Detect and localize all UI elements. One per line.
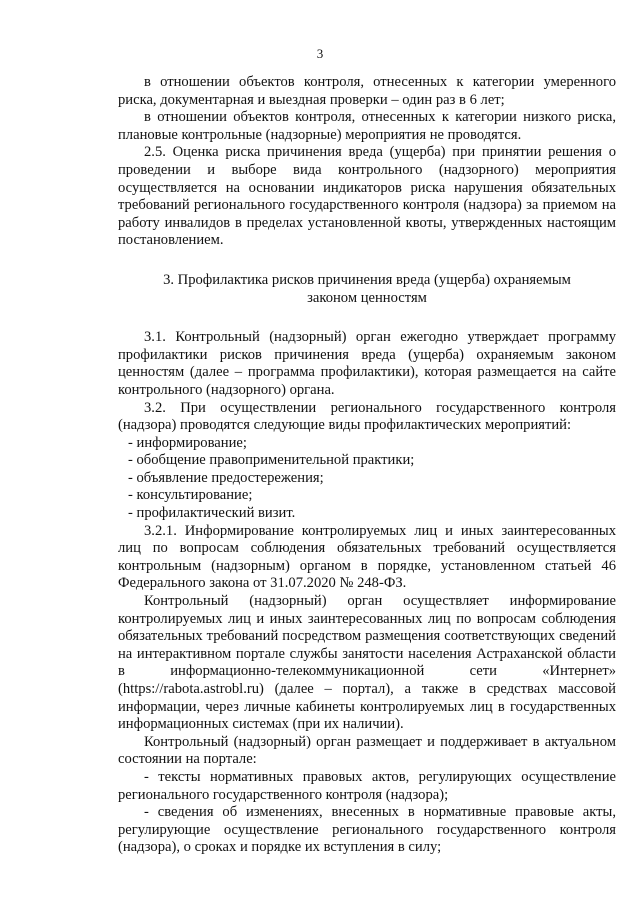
paragraph-informing-portal: Контрольный (надзорный) орган осуществляет информирование контролируемых лиц и иных заинтересованных лиц по вопросам соблюдения обязательных требований посредством размещения соответствующих сведений на интерактивном портале службы занятости населения Астраханской области в информационно-телекоммуникационной сети «Интернет» (https://rabota.astrobl.ru) (далее – портал), а также в средствах массовой информации, через личные кабинеты контролируемых лиц в государственных информационных системах (при их наличии). xyxy=(118,593,616,733)
paragraph-portal-content: Контрольный (надзорный) орган размещает и поддерживает в актуальном состоянии на портале: xyxy=(118,733,616,768)
list-item-consulting: - консультирование; xyxy=(128,487,253,504)
list-item-practice-summary: - обобщение правоприменительной практики; xyxy=(128,452,415,469)
paragraph-moderate-risk: в отношении объектов контроля, отнесенных к категории умеренного риска, документарная и выездная проверки – один раз в 6 лет; xyxy=(118,74,616,108)
section-3-heading-line2: законом ценностям xyxy=(307,289,427,306)
section-3-heading xyxy=(118,272,616,307)
page-number: 3 xyxy=(316,46,324,61)
paragraph-low-risk: в отношении объектов контроля, отнесенных к категории низкого риска, плановые контрольные (надзорные) мероприятия не проводятся. xyxy=(118,109,616,143)
section-3-heading-line1: 3. Профилактика рисков причинения вреда (ущерба) охраняемым xyxy=(163,271,571,288)
paragraph-3-1: 3.1. Контрольный (надзорный) орган ежегодно утверждает программу профилактики рисков причинения вреда (ущерба) охраняемым законом ценностям (далее – программа профилактики), которая размещается на сайте контрольного (надзорного) органа. xyxy=(118,329,616,398)
list-item-preventive-visit: - профилактический визит. xyxy=(128,505,296,522)
paragraph-changes-info: - сведения об изменениях, внесенных в нормативные правовые акты, регулирующие осуществление регионального государственного контроля (надзора), о сроках и порядке их вступления в силу; xyxy=(118,804,616,856)
list-item-informing: - информирование; xyxy=(128,434,247,451)
paragraph-3-2-1: 3.2.1. Информирование контролируемых лиц и иных заинтересованных лиц по вопросам соблюдения обязательных требований осуществляется контрольным (надзорным) органом в порядке, установленном статьей 46 Федерального закона от 31.07.2020 № 248-ФЗ. xyxy=(118,522,616,592)
list-item-warning: - объявление предостережения; xyxy=(128,469,324,486)
paragraph-2-5: 2.5. Оценка риска причинения вреда (ущерба) при принятии решения о проведении и выборе вида контрольного (надзорного) мероприятия осуществляется на основании индикаторов риска нарушения обязательных требований регионального государственного контроля (надзора) за приемом на работу инвалидов в пределах установленной квоты, утвержденных настоящим постановлением. xyxy=(118,144,616,249)
document-body xyxy=(118,74,616,857)
paragraph-legal-acts: - тексты нормативных правовых актов, регулирующих осуществление регионального государственного контроля (надзора); xyxy=(118,768,616,803)
paragraph-3-2: 3.2. При осуществлении регионального государственного контроля (надзора) проводятся следующие виды профилактических мероприятий: xyxy=(118,399,616,434)
